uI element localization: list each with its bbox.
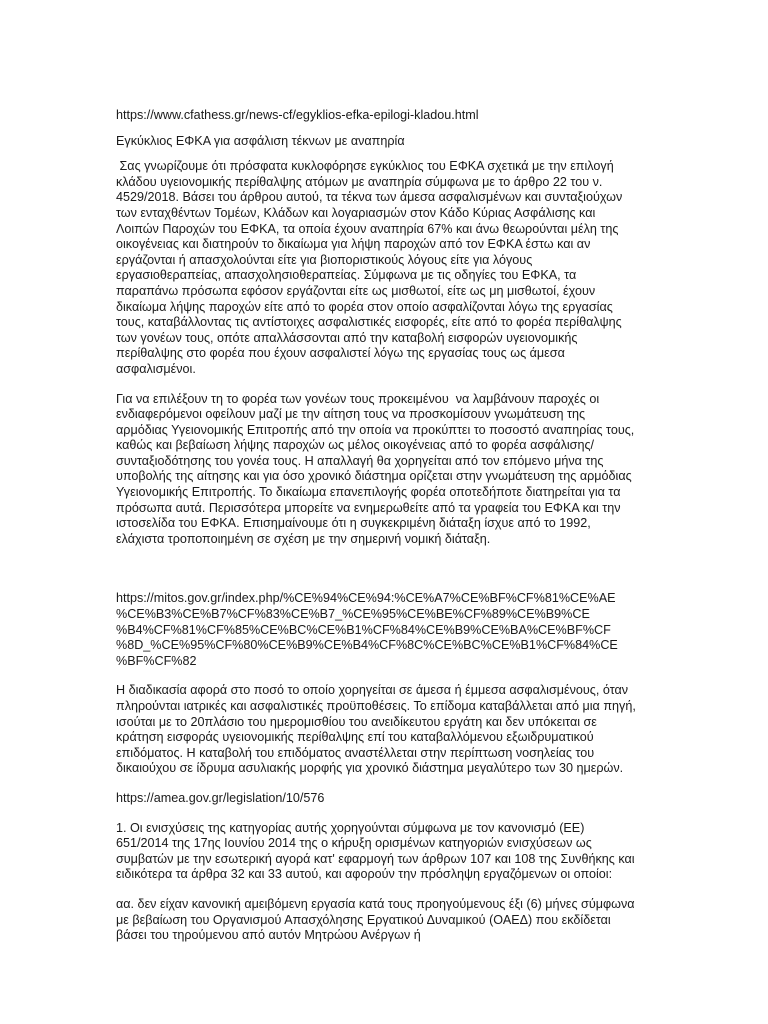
url-line: %B4%CF%81%CF%85%CE%BC%CE%B1%CF%84%CE%B9%CE%BA%CE%BF%CF [116,622,611,637]
paragraph-application-procedure: Για να επιλέξουν τη το φορέα των γονέων τους προκειμένου να λαμβάνουν παροχές οι ενδιαφερόμενοι οφείλουν μαζί με την αίτηση τους να προσκομίσουν γνωμάτευση της αρμόδιας Υγειονομικής Επιτροπής από την οποία να προκύπτει το ποσοστό αναπηρίας τους, καθώς και βεβαίωση λήψης παροχών ως μέλος οικογένειας από το φορέα ασφάλισης/συνταξιοδότησης του γονέα τους. Η απαλλαγή θα χορηγείται από τον επόμενο μήνα της υποβολής της αίτησης και για όσο χρονικό διάστημα ορίζεται στην γνωμάτευση της αρμόδιας Υγειονομικής Επιτροπής. Το δικαίωμα επανεπιλογής φορέα οποτεδήποτε διατηρείται για τα πρόσωπα αυτά. Περισσότερα μπορείτε να ενημερωθείτε από τα γραφεία του ΕΦΚΑ και την ιστοσελίδα του ΕΦΚΑ. Επισημαίνουμε ότι η συγκεκριμένη διάταξη ίσχυε από το 1992, ελάχιστα τροποποιημένη σε σχέση με την σημερινή νομική διάταξη. [116,391,638,546]
source-url-mitos[interactable] [116,591,636,669]
paragraph-allowance: Η διαδικασία αφορά στο ποσό το οποίο χορηγείται σε άμεσα ή έμμεσα ασφαλισμένους, όταν πληρούνται ιατρικές και ασφαλιστικές προϋποθέσεις. Το επίδομα καταβάλλεται από μια πηγή, ισούται με το 20πλάσιο του ημερομισθίου του ανειδίκευτου εργάτη και δεν υπόκειται σε κράτηση εισφοράς υγειονομικής περίθαλψης επί του καταβαλλόμενου εξωιδρυματικού επιδόματος. Η καταβολή του επιδόματος αναστέλλεται στην περίπτωση νοσηλείας του δικαιούχου σε ίδρυμα ασυλιακής μορφής για χρονικό διάστημα μεγαλύτερο των 30 ημερών. [116,683,640,776]
paragraph-regulation: 1. Οι ενισχύσεις της κατηγορίας αυτής χορηγούνται σύμφωνα με τον κανονισμό (ΕΕ) 651/2014 της 17ης Ιουνίου 2014 της ο κήρυξη ορισμένων κατηγοριών ενισχύσεων ως συμβατών με την εσωτερική αγορά κατ' εφαρμογή των άρθρων 107 και 108 της Συνθήκης και ειδικότερα τα άρθρα 32 και 33 αυτού, και αφορούν την πρόσληψη εργαζόμενων οι οποίοι: [116,820,639,882]
paragraph-unemployment: αα. δεν είχαν κανονική αμειβόμενη εργασία κατά τους προηγούμενους έξι (6) μήνες σύμφωνα με βεβαίωση του Οργανισμού Απασχόλησης Εργατικού Δυναμικού (ΟΑΕΔ) που εκδίδεται βάσει του τηρούμενου από αυτόν Μητρώου Ανέργων ή [116,896,639,943]
url-line: %8D_%CE%95%CF%80%CE%B9%CE%B4%CF%8C%CE%BC%CE%B1%CF%84%CE [116,638,618,653]
source-url-amea[interactable]: https://amea.gov.gr/legislation/10/576 [116,790,325,805]
url-line: https://mitos.gov.gr/index.php/%CE%94%CE%94:%CE%A7%CE%BF%CF%81%CE%AE [116,591,616,606]
url-line: %BF%CF%82 [116,653,197,668]
url-line: %CE%B3%CE%B7%CF%83%CE%B7_%CE%95%CE%BE%CF%89%CE%B9%CE [116,607,590,622]
paragraph-efka-circular: Σας γνωρίζουμε ότι πρόσφατα κυκλοφόρησε εγκύκλιος του ΕΦΚΑ σχετικά με την επιλογή κλάδου υγειονομικής περίθαλψης ατόμων με αναπηρία σύμφωνα με το άρθρο 22 του ν. 4529/2018. Βάσει του άρθρου αυτού, τα τέκνα των άμεσα ασφαλισμένων και συνταξιούχων των ενταχθέντων Τομέων, Κλάδων και λογαριασμών στον Κάδο Κύριας Ασφάλισης και Λοιπών Παροχών του ΕΦΚΑ, τα οποία έχουν αναπηρία 67% και άνω θεωρούνται μέλη της οικογένειας και διατηρούν το δικαίωμα για λήψη παροχών από τον ΕΦΚΑ έστω και αν εργάζονται ή απασχολούνται είτε για βιοποριστικούς λόγους είτε για λόγους εργασιοθεραπείας, απασχολησιοθεραπείας. Σύμφωνα με τις οδηγίες του ΕΦΚΑ, τα παραπάνω πρόσωπα εφόσον εργάζονται είτε ως μισθωτοί, είτε ως μη μισθωτοί, έχουν δικαίωμα λήψης παροχών είτε από το φορέα στον οποίο ασφαλίζονται λόγω της εργασίας τους, καταβάλλοντας τις αντίστοιχες ασφαλιστικές εισφορές, είτε από το φορέα περίθαλψης των γονέων τους, οπότε απαλλάσσονται από την καταβολή εισφορών υγειονομικής περίθαλψης στο φορέα που έχουν ασφαλιστεί λόγω της εργασίας τους ως άμεσα ασφαλισμένοι. [116,159,626,376]
source-url-cfathess[interactable]: https://www.cfathess.gr/news-cf/egyklios-efka-epilogi-kladou.html [116,108,479,122]
document-heading: Εγκύκλιος ΕΦΚΑ για ασφάλιση τέκνων με αναπηρία [116,133,405,148]
document-page [116,108,640,944]
